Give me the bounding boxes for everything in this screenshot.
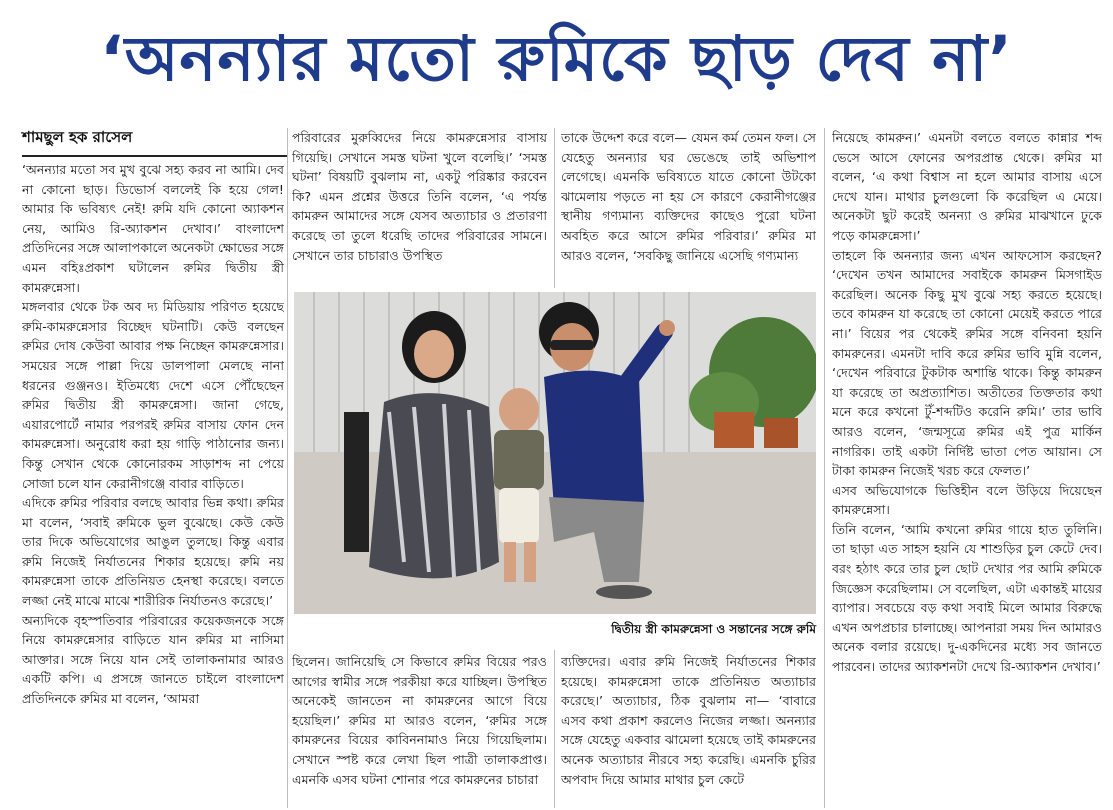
column-divider — [554, 128, 555, 288]
photo-caption: দ্বিতীয় স্ত্রী কামরুন্নেসা ও সন্তানের সঙ্গে রুমি — [611, 622, 816, 636]
article-column-3-bottom — [561, 652, 816, 808]
article-column-2-top — [292, 128, 547, 293]
paragraph: ছিলেন। জানিয়েছি সে কিভাবে রুমির বিয়ের পরও আগের স্বামীর সঙ্গে পরকীয়া করে যাচ্ছিল। উপস্থিত অনেকেই জানতেন না কামরুনের আগে বিয়ে হয়েছিল।’ রুমির মা আরও বলেন, ‘রুমির সঙ্গে কামরুনের বিয়ের কাবিননামাও নিয়ে গিয়েছিলাম। সেখানে স্পষ্ট করে লেখা ছিল পাত্রী তালাকপ্রাপ্ত। এমনকি এসব ঘটনা শোনার পরে কামরুনের চাচারা — [292, 654, 547, 787]
paragraph: তাকে উদ্দেশ করে বলে— যেমন কর্ম তেমন ফল। সে যেহেতু অনন্যার ঘর ভেঙেছে তাই অভিশাপ লেগেছে। এমনকি ভবিষ্যতে যাতে কোনো উটকো ঝামেলায় পড়তে না হয় সে কারণে কেরানীগঞ্জের স্থানীয় গণ্যমান্য ব্যক্তিদের কাছেও পুরো ঘটনা অবহিত করে আসে রুমির পরিবার।’ রুমির মা আরও বলেন, ‘সবকিছু জানিয়ে এসেছি গণ্যমান্য — [561, 130, 816, 263]
paragraph: অন্যদিকে বৃহস্পতিবার পরিবারের কয়েকজনকে সঙ্গে নিয়ে কামরুন্নেসার বাড়িতে যান রুমির মা নাসিমা আক্তার। সঙ্গে নিয়ে যান সেই তালাকনামার আরও একটি কপি। এ প্রসঙ্গে জানতে চাইলে বাংলাদেশ প্রতিদিনকে রুমির মা বলেন, ‘আমরা — [22, 612, 284, 707]
paragraph: তিনি বলেন, ‘আমি কখনো রুমির গায়ে হাত তুলিনি। তা ছাড়া এত সাহস হয়নি যে শাশুড়ির চুল কেটে দেব। বরং হঠাৎ করে তার চুল ছোট দেখার পর আমি রুমিকে জিজ্ঞেস করেছিলাম। সে বলেছিল, এটা একান্তই মায়ের ব্যাপার। সবচেয়ে বড় কথা সবাই মিলে আমার বিরুদ্ধে এখন অপপ্রচার চালাচ্ছে। আপনারা সময় দিন আমারও অনেক বলার রয়েছে। দু-একদিনের মধ্যে সব জানতে পারবেন। তাদের অ্যাকশনটা দেখে রি-অ্যাকশন দেখাব।’ — [832, 521, 1102, 675]
paragraph: তাহলে কি অনন্যার জন্য এখন আফসোস করছেন? ‘দেখেন তখন আমাদের সবাইকে কামরুন মিসগাইড করেছিল। অনেক কিছু মুখ বুঝে সহ্য করতে হয়েছে। তবে কামরুন যা করেছে তা কোনো মেয়েই করতে পারে না।’ বিয়ের পর থেকেই রুমির সঙ্গে বনিবনা হয়নি কামরুনের। এমনটা দাবি করে রুমির ভাবি মুন্নি বলেন, ‘দেখেন পরিবারে টুকটাক অশান্তি থাকে। কিন্তু কামরুন যা করেছে তা অপ্রত্যাশিত। অতীতের তিক্ততার কথা মনে করে কখনো টুঁ-শব্দটিও করেনি রুমি।’ তার ভাবি আরও বলেন, ‘জন্মসূত্রে রুমির এই পুত্র মার্কিন নাগরিক। তাই একটা নির্দিষ্ট ভাতা পেত আয়ান। সে টাকা কামরুন নিজেই খরচ করে ফেলত।’ — [832, 247, 1102, 479]
column-divider — [554, 650, 555, 808]
column-divider — [287, 128, 288, 808]
article-column-4 — [832, 128, 1102, 808]
column-divider — [824, 128, 825, 808]
paragraph: পরিবারের মুরুব্বিদের নিয়ে কামরুন্নেসার বাসায় গিয়েছি। সেখানে সমস্ত ঘটনা খুলে বলেছি।’ ‘সমস্ত ঘটনা’ বিষয়টি বুঝলাম না, একটু পরিষ্কার করবেন কি? এমন প্রশ্নের উত্তরে তিনি বলেন, ‘এ পর্যন্ত কামরুন আমাদের সঙ্গে যেসব অত্যাচার ও প্রতারণা করেছে তা তুলে ধরেছি তাদের পরিবারের সামনে। সেখানে তার চাচারাও উপস্থিত — [292, 130, 547, 263]
photo-illustration — [294, 292, 816, 614]
paragraph: ‘অনন্যার মতো সব মুখ বুঝে সহ্য করব না আমি। দেব না কোনো ছাড়। ডিভোর্স বললেই কি হয়ে গেল! আমার কি ভবিষ্যৎ নেই! রুমি যদি কোনো অ্যাকশন নেয়, আমিও রি-অ্যাকশন দেখাব।’ বাংলাদেশ প্রতিদিনের সঙ্গে আলাপকালে অনেকটা ক্ষোভের সঙ্গে এমন বহিঃপ্রকাশ ঘটালেন রুমির দ্বিতীয় স্ত্রী কামরুন্নেসা। — [22, 162, 284, 295]
paragraph: এদিকে রুমির পরিবার বলছে আবার ভিন্ন কথা। রুমির মা বলেন, ‘সবাই রুমিকে ভুল বুঝেছে। কেউ কেউ তার দিকে অভিযোগের আঙুল তুলছে। কিন্তু এবার রুমি নিজেই নির্যাতনের শিকার হয়েছে। রুমি নয় কামরুন্নেসা তাকে প্রতিনিয়ত হেনস্থা করেছে। বলতে লজ্জা নেই মাঝে মাঝে শারীরিক নির্যাতনও করেছে।’ — [22, 495, 284, 609]
paragraph: মঙ্গলবার থেকে টক অব দ্য মিডিয়ায় পরিণত হয়েছে রুমি-কামরুন্নেসার বিচ্ছেদ ঘটনাটি। কেউ বলছেন রুমির দোষ কেউবা আবার পক্ষ নিচ্ছেন কামরুন্নেসার। সময়ের সঙ্গে পাল্লা দিয়ে ডালপালা মেলছে নানা ধরনের গুঞ্জনও। ইতিমধ্যে দেশে এসে পৌঁছেছেন রুমির দ্বিতীয় স্ত্রী কামরুন্নেসা। জানা গেছে, এয়ারপোর্টে নামার পরপরই রুমির বাসায় ফোন দেন কামরুন্নেসা। অনুরোধ করা হয় গাড়ি পাঠানোর জন্য। কিন্তু সেখান থেকে কোনোরকম সাড়াশব্দ না পেয়ে সোজা চলে যান কেরানীগঞ্জে বাবার বাড়িতে। — [22, 299, 284, 491]
article-column-2-bottom — [292, 652, 547, 808]
article-column-1 — [22, 160, 284, 808]
article-photo — [294, 292, 816, 614]
article-column-3-top — [561, 128, 816, 293]
paragraph: ব্যক্তিদের। এবার রুমি নিজেই নির্যাতনের শিকার হয়েছে। কামরুন্নেসা তাকে প্রতিনিয়ত অত্যাচার করেছে।’ অত্যাচার, ঠিক বুঝলাম না— ‘বাবারে এসব কথা প্রকাশ করলেও নিজের লজ্জা। অনন্যার সঙ্গে যেহেতু একবার ঝামেলা হয়েছে তাই কামরুনের অনেক অত্যাচার নীরবে সহ্য করেছি। এমনকি চুরির অপবাদ দিয়ে আমার মাথার চুল কেটে — [561, 654, 816, 787]
paragraph: এসব অভিযোগকে ভিত্তিহীন বলে উড়িয়ে দিয়েছেন কামরুন্নেসা। — [832, 482, 1102, 518]
paragraph: নিয়েছে কামরুন।’ এমনটা বলতে বলতে কান্নার শব্দ ভেসে আসে ফোনের অপরপ্রান্ত থেকে। রুমির মা বলেন, ‘এ কথা বিশ্বাস না হলে আমার বাসায় এসে দেখে যান। মাথার চুলগুলো কি করেছিল এ মেয়ে। অনেকটা ছুট করেই অনন্যা ও রুমির মাঝখানে ঢুকে পড়ে কামরুন্নেসা।’ — [832, 130, 1102, 243]
headline: ‘অনন্যার মতো রুমিকে ছাড় দেব না’ — [100, 22, 1013, 95]
byline: শামছুল হক রাসেল — [22, 126, 287, 157]
